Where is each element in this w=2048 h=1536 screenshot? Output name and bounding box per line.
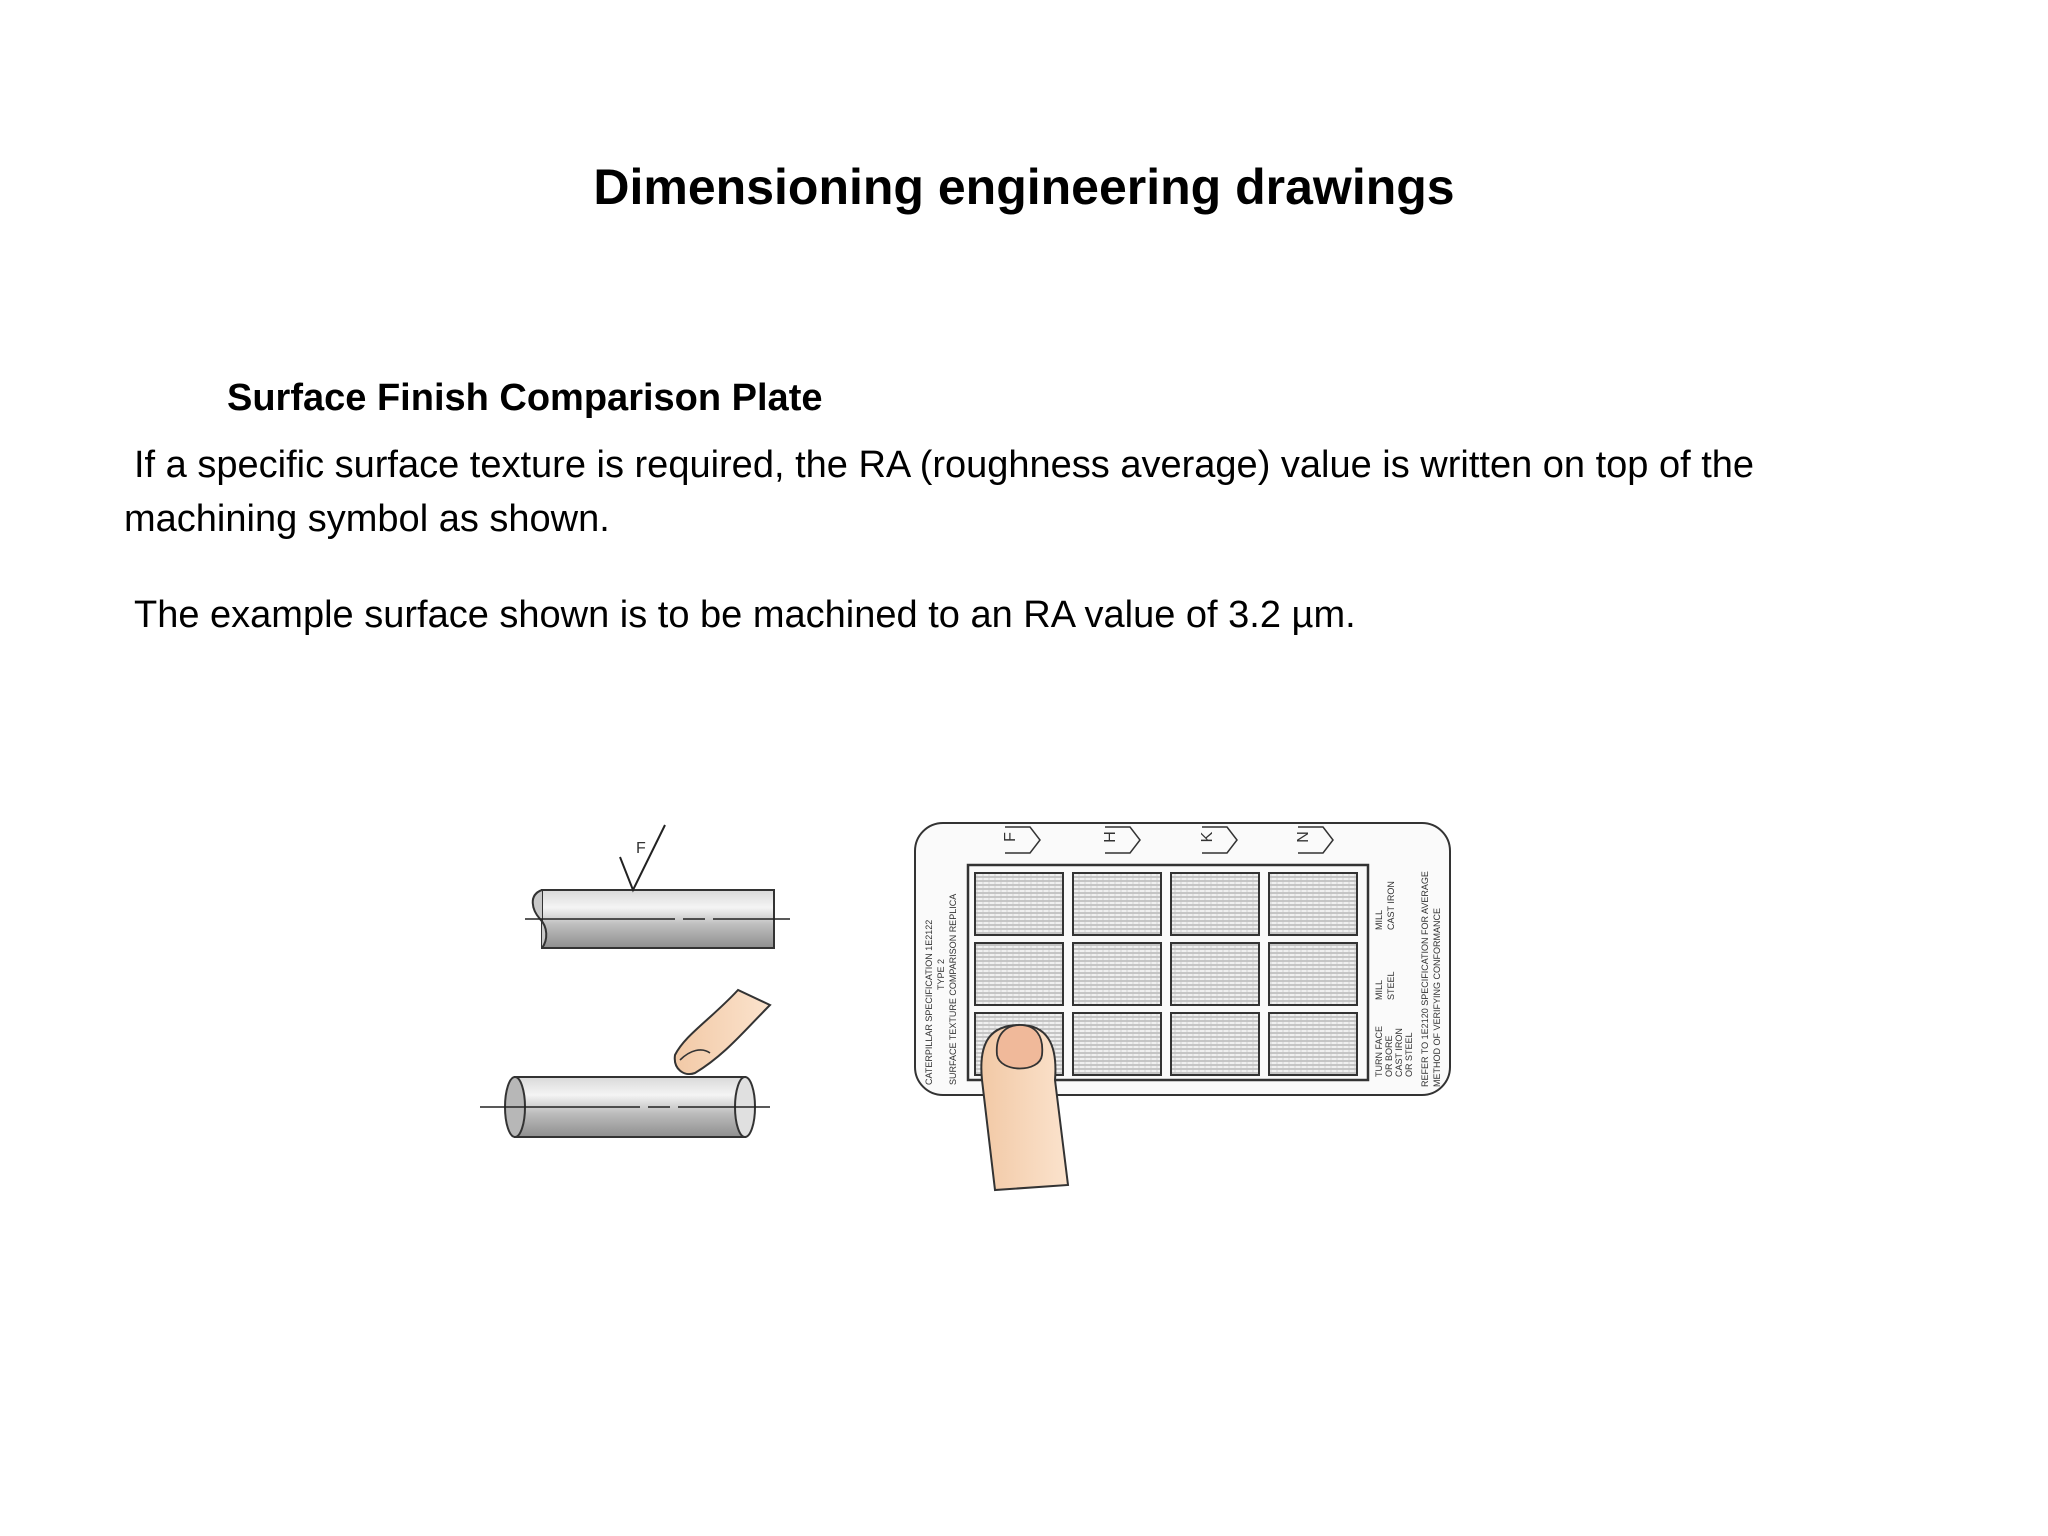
plate-reference-text: METHOD OF VERIFYING CONFORMANCE <box>1432 907 1442 1087</box>
plate-row-label: MILL <box>1374 909 1384 930</box>
machining-symbol-icon <box>620 825 665 890</box>
reference-shaft-drawing <box>480 1077 770 1137</box>
machined-shaft-drawing <box>525 825 790 948</box>
plate-column-label: F <box>1002 832 1019 842</box>
plate-replica-text: SURFACE TEXTURE COMPARISON REPLICA <box>948 893 958 1085</box>
plate-row-label: STEEL <box>1386 971 1396 1000</box>
description-line-2: machining symbol as shown. <box>124 498 610 540</box>
plate-row-label: OR BORE <box>1384 1035 1394 1077</box>
page-title: Dimensioning engineering drawings <box>593 159 1455 215</box>
plate-column-label: H <box>1102 831 1119 843</box>
machining-symbol-letter: F <box>636 840 646 857</box>
plate-column-label: K <box>1199 831 1216 843</box>
section-heading: Surface Finish Comparison Plate <box>227 377 823 419</box>
plate-row-label: CAST IRON <box>1386 881 1396 930</box>
plate-row-label: OR STEEL <box>1404 1032 1414 1077</box>
plate-row-label: TURN FACE <box>1374 1025 1384 1077</box>
description-paragraph <box>124 438 1924 546</box>
plate-reference-text: REFER TO 1E2120 SPECIFICATION FOR AVERAGE <box>1420 871 1430 1087</box>
finger-on-shaft-icon <box>675 990 770 1074</box>
plate-row-label: CAST IRON <box>1394 1028 1404 1077</box>
plate-type-text: TYPE 2 <box>936 958 946 990</box>
description-line-1: If a specific surface texture is required, the RA (roughness average) value is written on top of the <box>134 444 1755 486</box>
surface-finish-illustration <box>470 815 1470 1195</box>
example-paragraph: The example surface shown is to be machined to an RA value of 3.2 µm. <box>134 594 1356 636</box>
plate-row-label: MILL <box>1374 979 1384 1000</box>
plate-column-label: N <box>1295 831 1312 843</box>
plate-spec-text: CATERPILLAR SPECIFICATION 1E2122 <box>924 919 934 1085</box>
